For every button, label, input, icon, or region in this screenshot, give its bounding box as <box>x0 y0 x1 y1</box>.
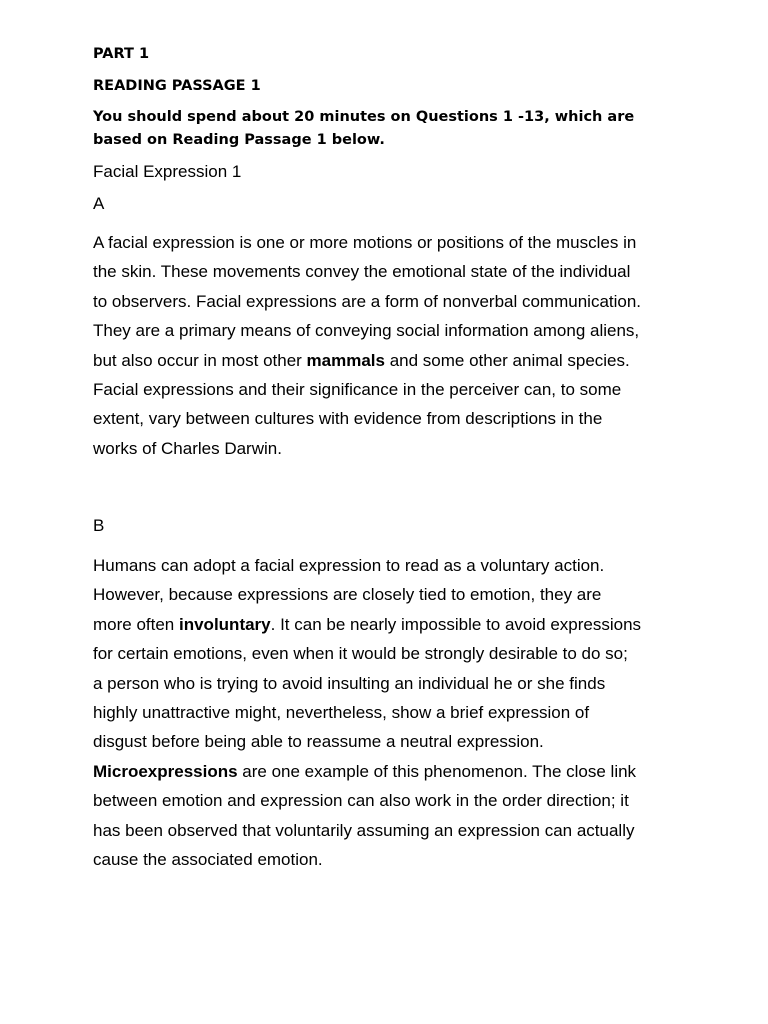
instructions-text: You should spend about 20 minutes on Questions 1 -13, which are based on Reading Passage 1 below. <box>93 109 635 148</box>
paragraph-line: cause the associated emotion. <box>93 850 323 870</box>
paragraph-line: but also occur in most other mammals and some other animal species. <box>93 350 630 370</box>
passage-heading: READING PASSAGE 1 <box>93 78 261 94</box>
section-b-paragraph <box>93 551 683 874</box>
paragraph-line: Humans can adopt a facial expression to read as a voluntary action. <box>93 556 605 575</box>
paragraph-line: to observers. Facial expressions are a form of nonverbal communication. <box>93 291 642 311</box>
passage-title: Facial Expression 1 <box>93 162 242 181</box>
paragraph-line: works of Charles Darwin. <box>93 438 282 458</box>
paragraph-line: A facial expression is one or more motions or positions of the muscles in <box>93 233 637 252</box>
emphasis-involuntary: involuntary <box>179 614 271 634</box>
paragraph-line: Facial expressions and their significance in the perceiver can, to some <box>93 380 622 400</box>
paragraph-line: has been observed that voluntarily assuming an expression can actually <box>93 820 635 840</box>
paragraph-line: the skin. These movements convey the emotional state of the individual <box>93 262 631 282</box>
paragraph-line: They are a primary means of conveying social information among aliens, <box>93 321 640 341</box>
paragraph-line: a person who is trying to avoid insulting an individual he or she finds <box>93 673 606 693</box>
paragraph-line: highly unattractive might, nevertheless, show a brief expression of <box>93 703 590 723</box>
paragraph-line: extent, vary between cultures with evidence from descriptions in the <box>93 409 603 429</box>
paragraph-line: between emotion and expression can also work in the order direction; it <box>93 791 629 811</box>
paragraph-line: more often involuntary. It can be nearly impossible to avoid expressions <box>93 614 642 634</box>
emphasis-mammals: mammals <box>306 350 385 370</box>
paragraph-line: disgust before being able to reassume a neutral expression. <box>93 732 544 752</box>
section-a-paragraph <box>93 228 683 463</box>
paragraph-line: However, because expressions are closely tied to emotion, they are <box>93 585 602 605</box>
emphasis-microexpressions: Microexpressions <box>93 761 238 781</box>
section-b-label: B <box>93 516 105 535</box>
paragraph-line: Microexpressions are one example of this phenomenon. The close link <box>93 761 637 781</box>
paragraph-line: for certain emotions, even when it would be strongly desirable to do so; <box>93 644 628 664</box>
part-heading: PART 1 <box>93 46 150 62</box>
section-a-label: A <box>93 194 105 213</box>
